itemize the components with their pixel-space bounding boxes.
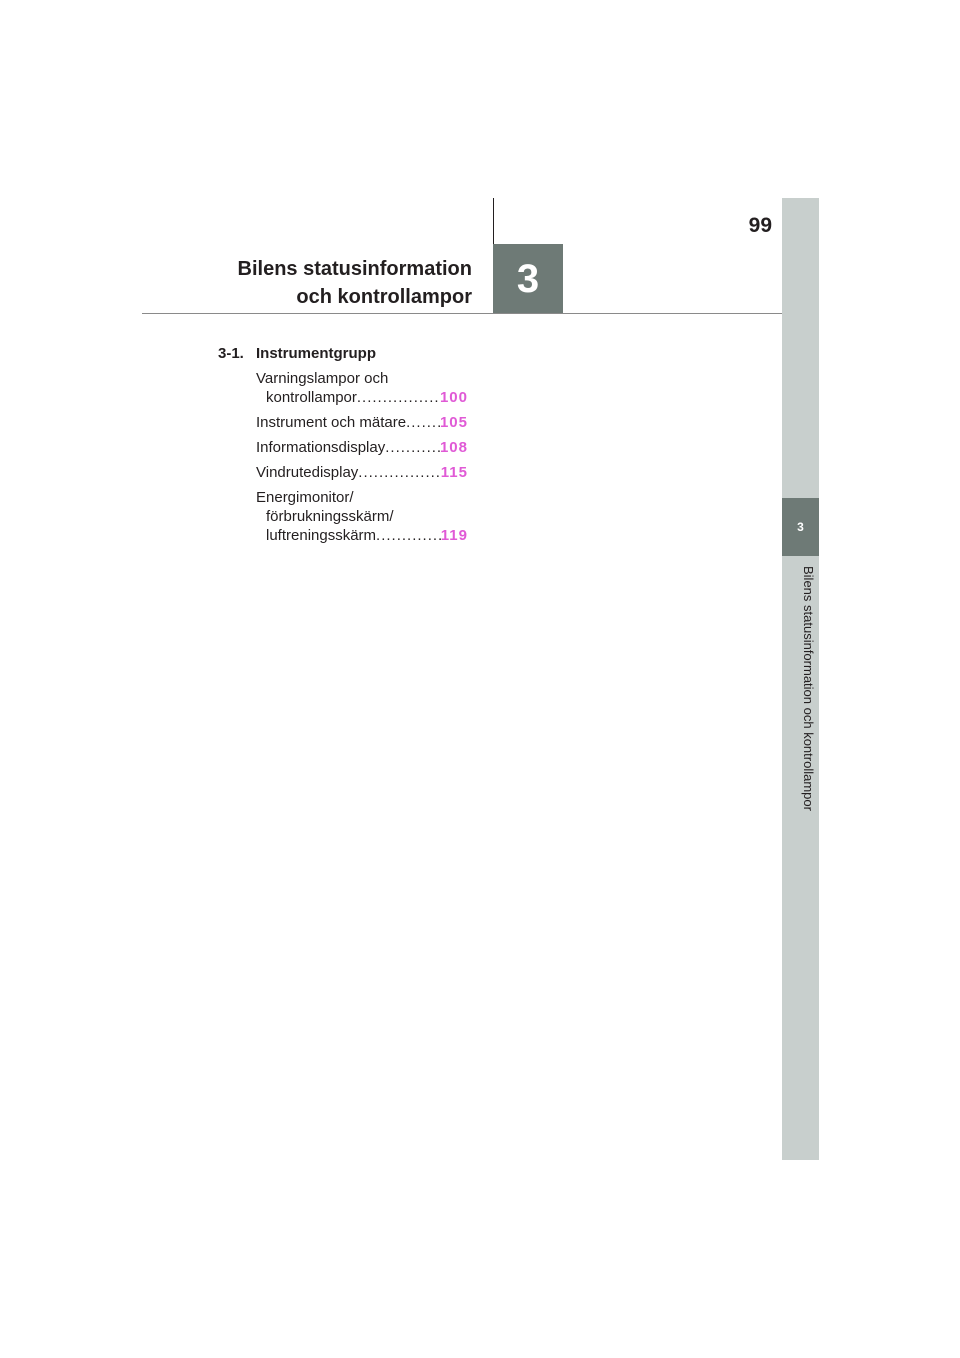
- toc-leader-dots: [358, 463, 441, 482]
- toc-page-link[interactable]: 119: [440, 527, 468, 544]
- toc-leader-dots: [376, 526, 441, 545]
- toc-item[interactable]: [256, 413, 468, 432]
- toc-item-label: Informationsdisplay: [256, 439, 386, 456]
- toc-page-link[interactable]: 100: [439, 389, 468, 406]
- toc-item-line: förbrukningsskärm/: [266, 508, 394, 525]
- table-of-contents: [218, 344, 468, 545]
- toc-leader-dots: [406, 413, 440, 432]
- toc-page-link[interactable]: 108: [439, 439, 468, 456]
- toc-section-number: 3-1.: [218, 345, 244, 362]
- toc-item-label: Vindrutedisplay: [256, 464, 359, 481]
- side-tab-number[interactable]: 3: [782, 498, 819, 556]
- chapter-number-box: 3: [493, 244, 563, 314]
- chapter-title-line1: Bilens statusinformation: [237, 258, 472, 280]
- toc-item[interactable]: [256, 463, 468, 482]
- chapter-title-line2: och kontrollampor: [296, 286, 472, 308]
- toc-section-title: Instrumentgrupp: [256, 345, 376, 362]
- header-divider-vertical: [493, 198, 494, 246]
- toc-item-line: Varningslampor och: [256, 370, 389, 387]
- toc-item-label: kontrollampor: [266, 389, 357, 406]
- page-number: 99: [748, 214, 772, 237]
- toc-section-heading: [218, 344, 468, 363]
- header-divider-horizontal: [142, 313, 782, 314]
- toc-item-line: Energimonitor/: [256, 489, 354, 506]
- toc-item[interactable]: [256, 438, 468, 457]
- toc-item-label: Instrument och mätare: [256, 414, 407, 431]
- chapter-title: [150, 255, 472, 311]
- toc-page-link[interactable]: 105: [439, 414, 468, 431]
- side-tab-label: Bilens statusinformation och kontrollampor: [801, 566, 816, 811]
- toc-item[interactable]: [256, 369, 468, 407]
- toc-item[interactable]: [256, 488, 468, 545]
- toc-leader-dots: [357, 388, 440, 407]
- toc-leader-dots: [385, 438, 440, 457]
- toc-item-label: luftreningsskärm: [266, 527, 377, 544]
- toc-page-link[interactable]: 115: [440, 464, 468, 481]
